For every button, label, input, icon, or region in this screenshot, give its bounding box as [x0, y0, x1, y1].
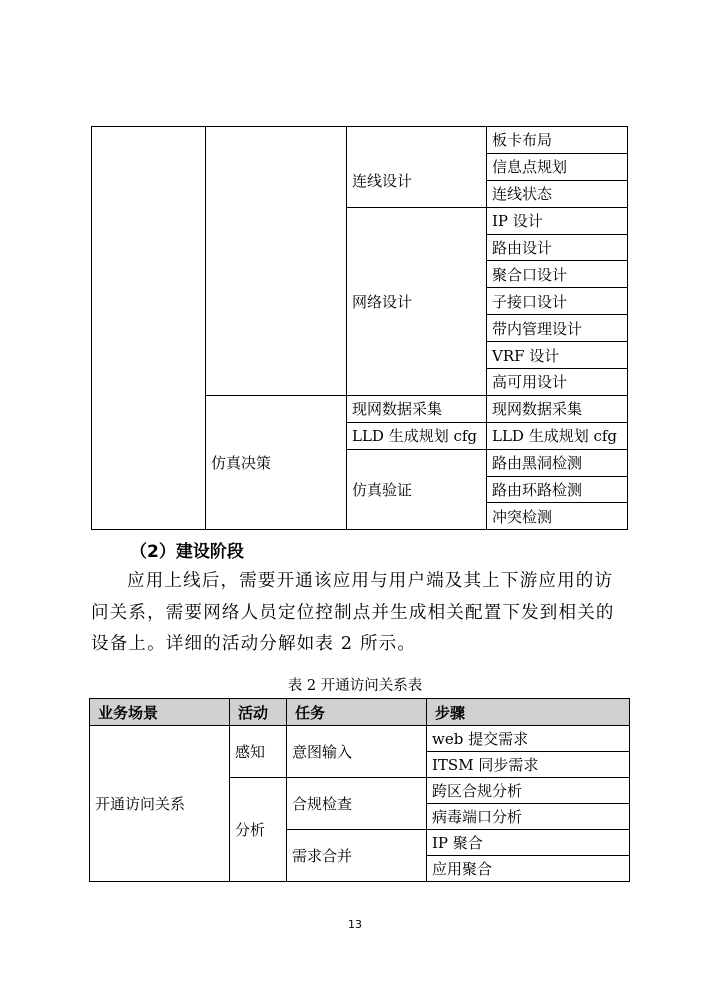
page-number: 13: [348, 918, 362, 931]
table-cell-empty: [347, 127, 487, 154]
step-cell: 高可用设计: [487, 369, 628, 396]
header-cell: 任务: [287, 699, 427, 726]
step-cell: web 提交需求: [427, 726, 630, 752]
step-cell: 板卡布局: [487, 127, 628, 154]
header-cell: 活动: [230, 699, 287, 726]
task-cell: 需求合并: [287, 830, 427, 882]
task-cell: 网络设计: [347, 207, 487, 395]
task-cell: 现网数据采集: [347, 395, 487, 422]
step-cell: IP 聚合: [427, 830, 630, 856]
activity-cell: 仿真决策: [206, 395, 347, 529]
step-cell: 路由环路检测: [487, 476, 628, 503]
step-cell: 路由黑洞检测: [487, 449, 628, 476]
step-cell: 带内管理设计: [487, 315, 628, 342]
header-cell: 业务场景: [90, 699, 230, 726]
task-cell: 合规检查: [287, 778, 427, 830]
step-cell: IP 设计: [487, 207, 628, 234]
task-cell: LLD 生成规划 cfg: [347, 422, 487, 449]
step-cell: 冲突检测: [487, 503, 628, 530]
step-cell: 路由设计: [487, 234, 628, 261]
step-cell: LLD 生成规划 cfg: [487, 422, 628, 449]
step-cell: 现网数据采集: [487, 395, 628, 422]
table-cell-empty: [92, 127, 206, 530]
step-cell: 病毒端口分析: [427, 804, 630, 830]
step-cell: 聚合口设计: [487, 261, 628, 288]
table-cell-empty: [206, 127, 347, 396]
table-caption: 表 2 开通访问关系表: [287, 678, 423, 694]
step-cell: 应用聚合: [427, 856, 630, 882]
header-cell: 步骤: [427, 699, 630, 726]
step-cell: 跨区合规分析: [427, 778, 630, 804]
task-cell: 仿真验证: [347, 449, 487, 530]
task-cell: 意图输入: [287, 726, 427, 778]
table-1-continued: [91, 126, 628, 530]
activity-cell: 分析: [230, 778, 287, 882]
task-cell: 连线设计: [347, 153, 487, 207]
step-cell: 信息点规划: [487, 153, 628, 180]
step-cell: 子接口设计: [487, 288, 628, 315]
scenario-cell: 开通访问关系: [90, 726, 230, 882]
step-cell: ITSM 同步需求: [427, 752, 630, 778]
step-cell: VRF 设计: [487, 342, 628, 369]
section-heading: （2）建设阶段: [130, 542, 244, 562]
activity-cell: 感知: [230, 726, 287, 778]
table-2: [89, 698, 630, 882]
body-paragraph: 应用上线后，需要开通该应用与用户端及其上下游应用的访问关系，需要网络人员定位控制点并生成相关配置下发到相关的设备上。详细的活动分解如表 2 所示。: [91, 571, 615, 654]
step-cell: 连线状态: [487, 180, 628, 207]
